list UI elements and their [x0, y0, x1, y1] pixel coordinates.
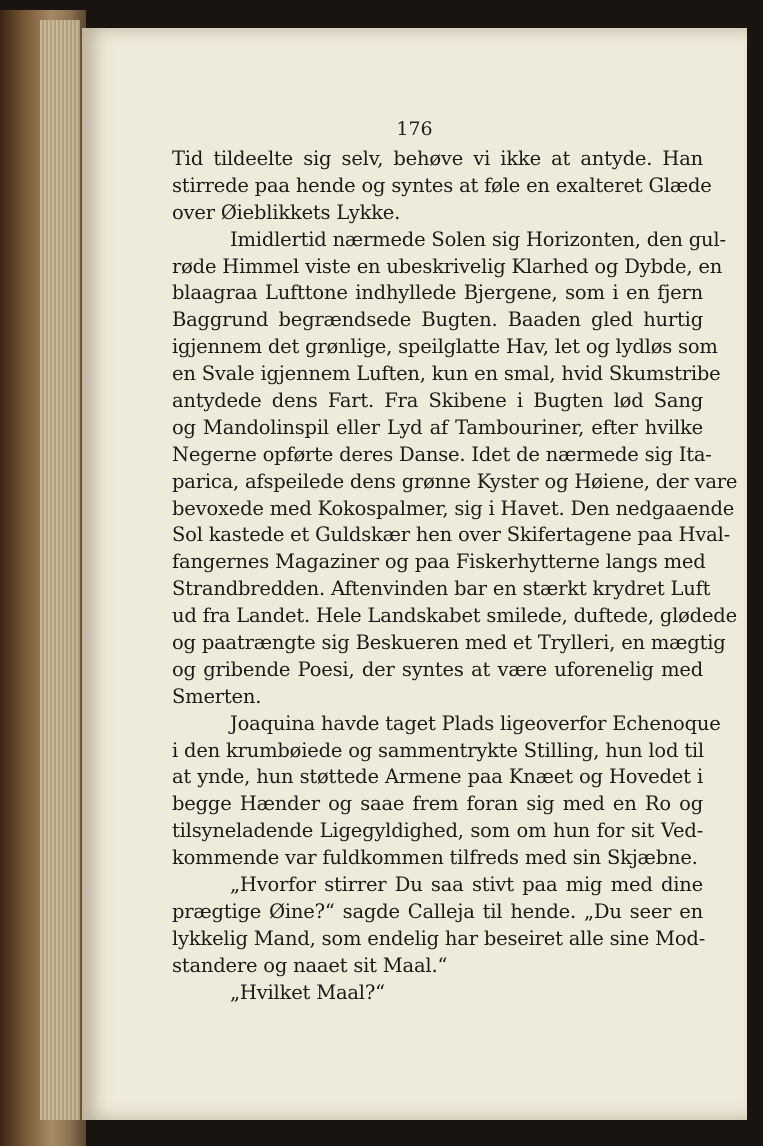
text-line: Joaquina havde taget Plads ligeoverfor Echenoque	[230, 711, 721, 735]
text-line: i den krumbøiede og sammentrykte Stilling, hun lod til	[172, 738, 704, 762]
text-line: stirrede paa hende og syntes at føle en exalteret Glæde	[172, 173, 712, 197]
text-line: lykkelig Mand, som endelig har beseiret alle sine Mod-	[172, 926, 706, 950]
page-text	[172, 146, 738, 1007]
text-line: begge Hænder og saae frem foran sig med en Ro og	[172, 792, 703, 816]
text-line: Smerten.	[172, 684, 262, 708]
text-line: Imidlertid nærmede Solen sig Horizonten, den gul-	[230, 227, 726, 251]
text-line: igjennem det grønlige, speilglatte Hav, let og lydløs som	[172, 335, 718, 359]
text-line: og paatrængte sig Beskueren med et Trylleri, en mægtig	[172, 631, 726, 655]
text-line: over Øieblikkets Lykke.	[172, 200, 401, 224]
book-page	[82, 28, 747, 1120]
text-line: og Mandolinspil eller Lyd af Tambouriner, efter hvilke	[172, 415, 703, 439]
text-line: parica, afspeilede dens grønne Kyster og Høiene, der vare	[172, 469, 738, 493]
text-line: Tid tildeelte sig selv, behøve vi ikke at antyde. Han	[172, 147, 703, 170]
text-line: blaagraa Lufttone indhyllede Bjergene, som i en fjern	[172, 281, 703, 305]
text-line: „Hvilket Maal?“	[230, 980, 385, 1004]
text-line: tilsyneladende Ligegyldighed, som om hun for sit Ved-	[172, 819, 703, 843]
text-line: Baggrund begrændsede Bugten. Baaden gled hurtig	[172, 308, 703, 332]
text-line: prægtige Øine?“ sagde Calleja til hende. „Du seer en	[172, 899, 703, 923]
text-line: Sol kastede et Guldskær hen over Skifertagene paa Hval-	[172, 523, 731, 547]
text-line: og gribende Poesi, der syntes at være uforenelig med	[172, 657, 703, 681]
text-line: ud fra Landet. Hele Landskabet smilede, duftede, glødede	[172, 604, 737, 628]
text-line: standere og naaet sit Maal.“	[172, 953, 448, 977]
text-line: fangernes Magaziner og paa Fiskerhytterne langs med	[172, 550, 706, 574]
text-line: „Hvorfor stirrer Du saa stivt paa mig med dine	[230, 873, 703, 897]
text-line: bevoxede med Kokospalmer, sig i Havet. Den nedgaaende	[172, 496, 735, 520]
text-line: en Svale igjennem Luften, kun en smal, hvid Skumstribe	[172, 362, 721, 386]
text-line: at ynde, hun støttede Armene paa Knæet og Hovedet i	[172, 765, 703, 789]
text-line: kommende var fuldkommen tilfreds med sin Skjæbne.	[172, 846, 698, 870]
text-line: antydede dens Fart. Fra Skibene i Bugten lød Sang	[172, 389, 703, 413]
text-line: Negerne opførte deres Danse. Idet de nærmede sig Ita-	[172, 442, 712, 466]
page-number: 176	[396, 118, 433, 140]
text-line: røde Himmel viste en ubeskrivelig Klarhed og Dybde, en	[172, 254, 723, 278]
text-line: Strandbredden. Aftenvinden bar en stærkt krydret Luft	[172, 577, 711, 601]
page-edges	[40, 20, 80, 1120]
